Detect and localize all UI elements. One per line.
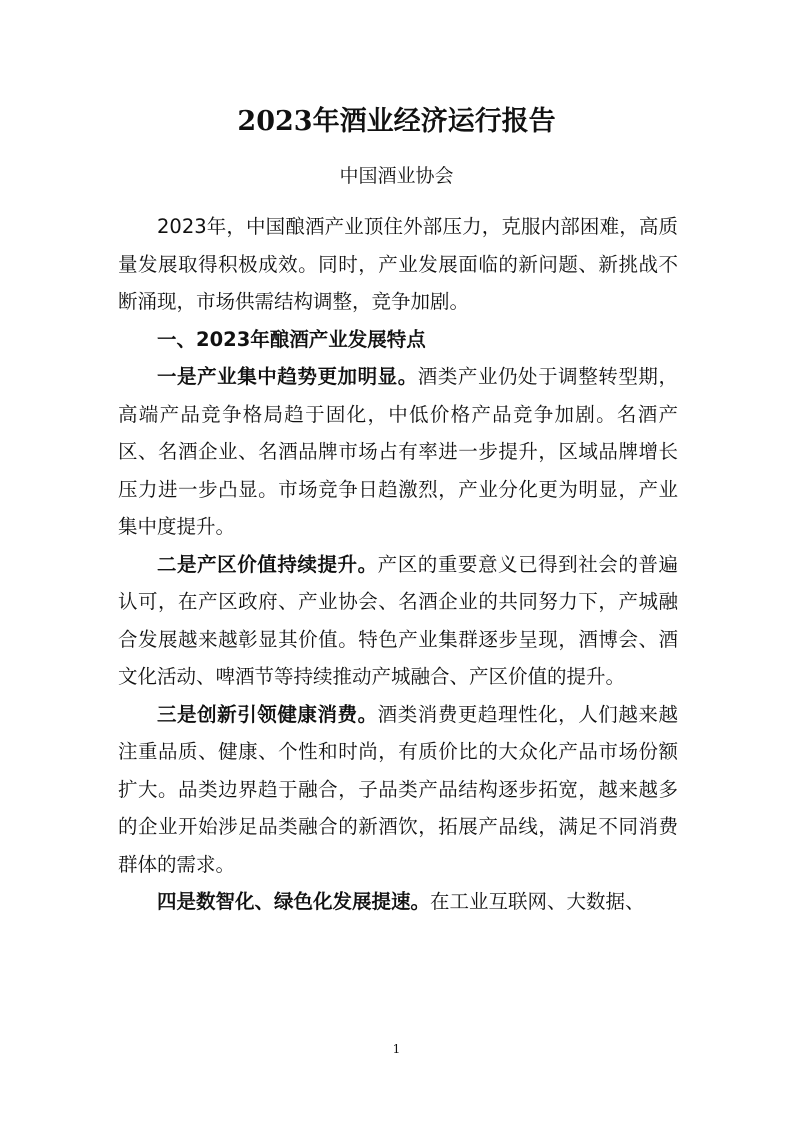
point-text-1: 酒类产业仍处于调整转型期，高端产品竞争格局趋于固化，中低价格产品竞争加剧。名酒产区、名酒企业、名酒品牌市场占有率进一步提升，区域品牌增长压力进一步凸显。市场竞争日趋激烈，产业分化更为明显，产业集中度提升。 (118, 365, 678, 538)
document-title: 2023年酒业经济运行报告 (237, 106, 556, 137)
point-text-4: 在工业互联网、大数据、 (430, 890, 645, 913)
point-paragraph-4 (118, 883, 678, 921)
point-text-2: 产区的重要意义已得到社会的普遍认可，在产区政府、产业协会、名酒企业的共同努力下，产城融合发展越来越彰显其价值。特色产业集群逐步呈现，酒博会、酒文化活动、啤酒节等持续推动产城融合、产区价值的提升。 (118, 552, 678, 688)
intro-paragraph: 2023年，中国酿酒产业顶住外部压力，克服内部困难，高质量发展取得积极成效。同时，产业发展面临的新问题、新挑战不断涌现，市场供需结构调整，竞争加剧。 (118, 215, 678, 313)
document-author: 中国酒业协会 (339, 165, 454, 187)
point-paragraph-2 (118, 546, 678, 696)
point-paragraph-1 (118, 358, 678, 546)
point-lead-2: 二是产区价值持续提升。 (157, 552, 378, 576)
point-lead-3: 三是创新引领健康消费。 (157, 702, 378, 726)
document-body (118, 208, 678, 921)
point-text-3: 酒类消费更趋理性化，人们越来越注重品质、健康、个性和时尚，有质价比的大众化产品市场份额扩大。品类边界趋于融合，子品类产品结构逐步拓宽，越来越多的企业开始涉足品类融合的新酒饮，拓展产品线，满足不同消费群体的需求。 (118, 702, 678, 876)
point-lead-4: 四是数智化、绿色化发展提速。 (157, 890, 431, 913)
page-number: 1 (392, 1042, 401, 1056)
point-lead-1: 一是产业集中趋势更加明显。 (157, 365, 418, 388)
point-paragraph-3 (118, 696, 678, 884)
section-heading: 一、2023年酿酒产业发展特点 (157, 327, 426, 351)
